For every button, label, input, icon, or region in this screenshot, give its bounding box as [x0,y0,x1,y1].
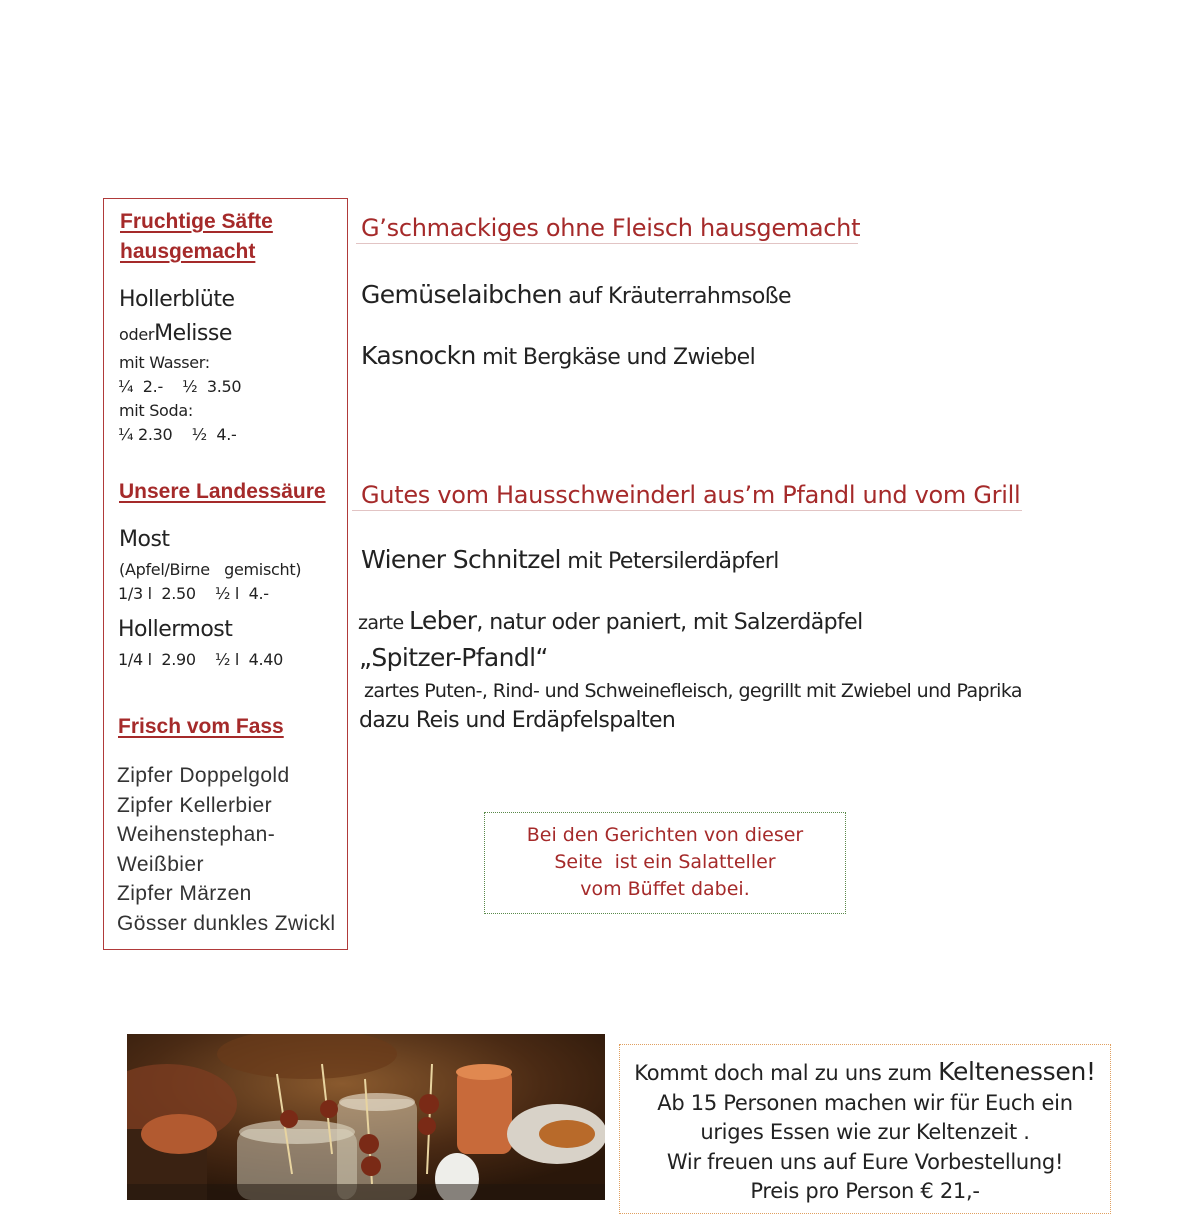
dish-name: Kasnockn [361,341,476,370]
food-photo-illustration [127,1034,605,1200]
juice-title-line1: Fruchtige Säfte [120,210,273,233]
with-soda-label: mit Soda: [119,401,193,420]
juice-title [120,207,273,267]
dish-spitzer-desc [364,680,1022,702]
kelten-box [619,1044,1111,1214]
dish-leber [358,606,863,635]
food-photo [127,1034,605,1200]
kelten-line2: Ab 15 Personen machen wir für Euch ein [657,1090,1073,1115]
kelten-line5: Preis pro Person € 21,- [750,1179,980,1203]
dish-kasnockn [361,341,755,370]
list-item: Weißbier [117,852,204,876]
pork-heading-divider [352,510,1022,511]
juice-melisse: Melisse [154,321,232,346]
most-name: Most [119,527,170,552]
veg-heading: G’schmackiges ohne Fleisch hausgemacht [361,214,861,242]
kelten-line4: Wir freuen uns auf Eure Vorbestellung! [666,1149,1064,1174]
salad-note [484,812,846,914]
list-item: Zipfer Kellerbier [117,793,273,817]
kelten-line1 [620,1057,1110,1089]
dish-name: Gemüselaibchen [361,280,562,309]
list-item: Weihenstephan- [117,823,276,846]
tap-title: Frisch vom Fass [118,715,284,738]
dish-desc: , natur oder paniert, mit Salzerdäpfel [476,610,863,635]
beer-list [117,761,335,938]
dish-schnitzel [361,545,779,574]
list-item: Zipfer Märzen [117,882,252,905]
water-prices: ¼ 2.- ½ 3.50 [118,377,242,396]
juice-name-holler: Hollerblüte [119,287,235,312]
salad-note-line2: Seite ist ein Salatteller [554,851,776,873]
kelten-line1-emphasis: Keltenessen! [938,1057,1096,1086]
dish-pre: zarte [358,612,410,634]
dish-desc: zartes Puten-, Rind- und Schweinefleisch, gegrillt mit Zwiebel und Paprika [364,680,1022,702]
hollermost-name: Hollermost [118,617,233,642]
soda-prices: ¼ 2.30 ½ 4.- [118,425,237,444]
salad-note-line3: vom Büffet dabei. [580,878,750,900]
dish-spitzer-side [359,708,675,733]
juice-or: oder [119,325,155,344]
most-desc: (Apfel/Birne gemischt) [119,560,302,579]
kelten-line1-text: Kommt doch mal zu uns zum [634,1061,939,1085]
dish-name: Wiener Schnitzel [361,545,561,574]
with-water-label: mit Wasser: [119,353,210,372]
veg-heading-divider [356,243,858,244]
dish-desc: mit Petersilerdäpferl [560,549,779,574]
juice-title-line2: hausgemacht [120,240,256,263]
hollermost-prices: 1/4 l 2.90 ½ l 4.40 [118,650,284,669]
salad-note-line1: Bei den Gerichten von dieser [526,824,804,846]
dish-desc: auf Kräuterrahmsoße [561,284,791,309]
dish-gemueselaibchen [361,280,791,309]
kelten-line3: uriges Essen wie zur Keltenzeit . [700,1120,1030,1144]
list-item: Gösser dunkles Zwickl [117,911,336,935]
most-prices: 1/3 l 2.50 ½ l 4.- [118,584,269,603]
pork-heading: Gutes vom Hausschweinderl aus’m Pfandl und vom Grill [361,481,1021,509]
dish-name: „Spitzer-Pfandl“ [359,643,548,672]
dish-side: dazu Reis und Erdäpfelspalten [359,708,676,733]
cider-title: Unsere Landessäure [119,480,326,503]
dish-desc: mit Bergkäse und Zwiebel [475,345,756,370]
list-item: Zipfer Doppelgold [117,764,290,787]
dish-spitzer-pfandl [359,643,548,672]
juice-name-melisse [119,321,232,346]
dish-name: Leber [409,606,477,635]
